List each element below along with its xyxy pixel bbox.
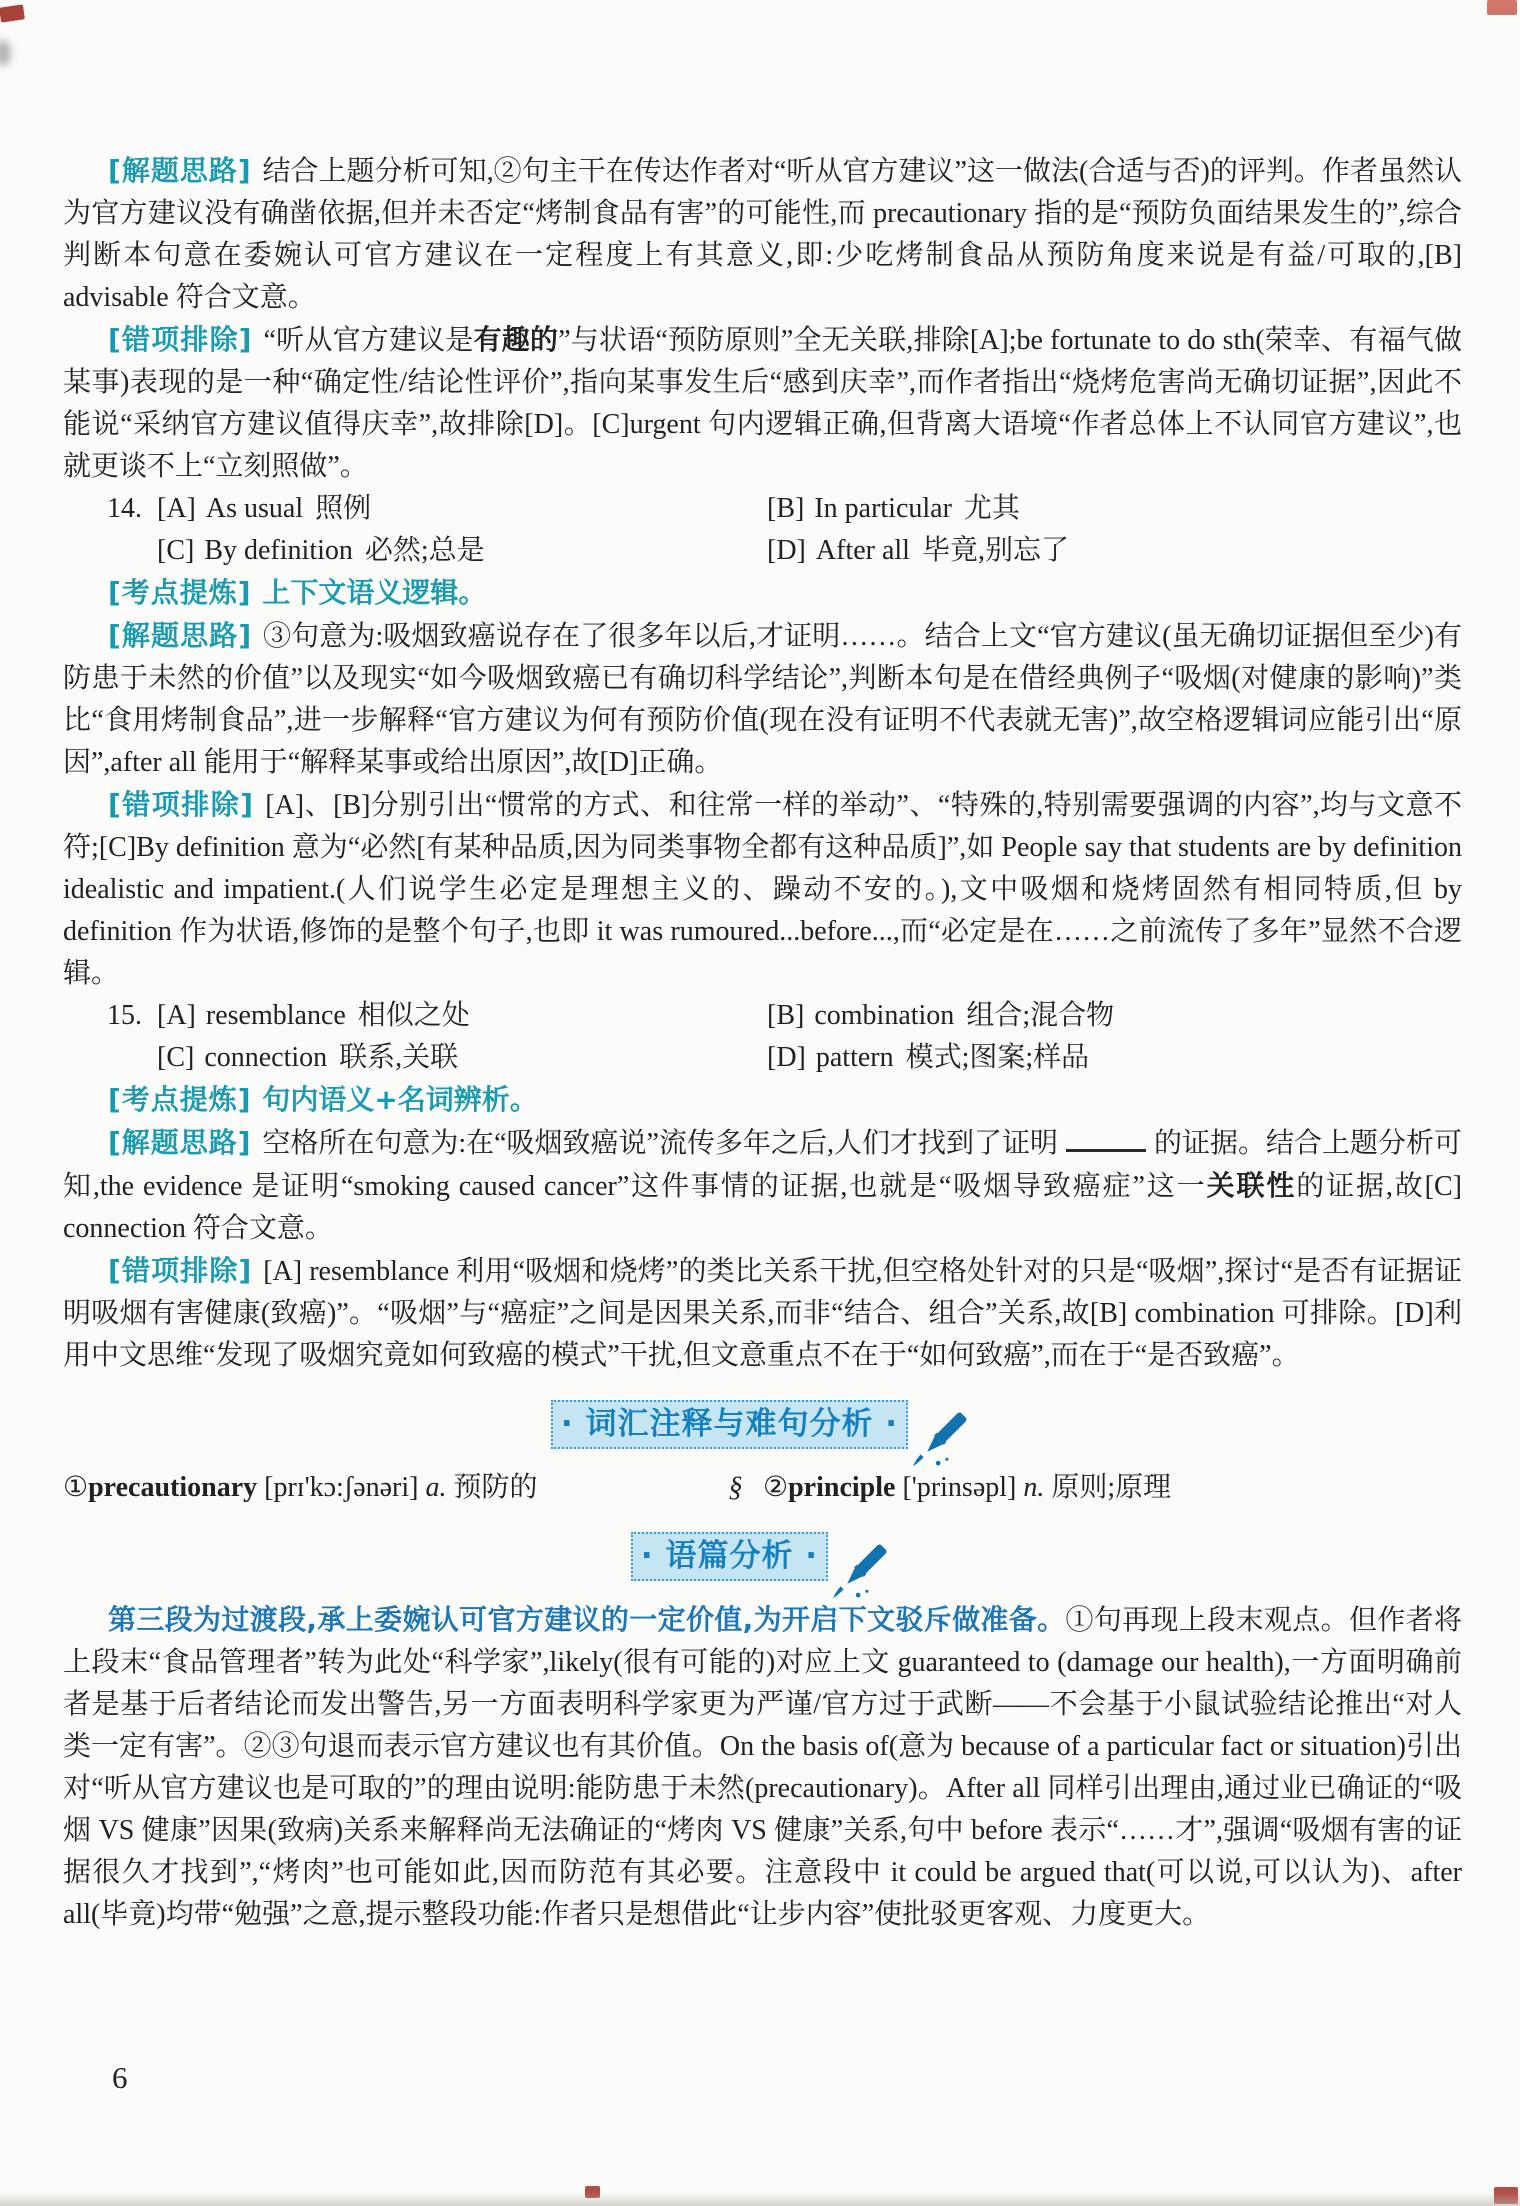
option-b: [767, 995, 1462, 1037]
option-key: [A]: [157, 493, 196, 524]
option-word: connection: [204, 1042, 328, 1073]
option-word: In particular: [814, 493, 952, 524]
section-label: [错项排除]: [108, 1254, 264, 1287]
option-d: [767, 1037, 1462, 1079]
q15-cuoxiang-paragraph: [63, 1250, 1462, 1377]
option-word: pattern: [815, 1042, 894, 1073]
text-run: 原则;原理: [1044, 1472, 1172, 1503]
section-label: [解题思路]: [108, 154, 263, 187]
section-label: [考点提炼]: [108, 576, 263, 609]
option-word: By definition: [204, 535, 353, 566]
text-run: 句内语义+名词辨析。: [262, 1083, 538, 1116]
discourse-analysis-paragraph: [63, 1599, 1462, 1936]
text-run: ”与状语“预防原则”全无关联,排除[A];be fortunate to do sth(荣幸、有福气做某事)表现的是一种“确定性/结论性评价”,指向某事发生后“感到庆幸”,而作者指出“烧烤危害尚无确切证据”,因此不能说“采纳官方建议值得庆幸”,故排除[D]。[C]urgent 句内逻辑正确,但背离大语境“作者总体上不认同官方建议”,也就更谈不上“立刻照做”。: [63, 325, 1462, 482]
option-key: [D]: [767, 535, 806, 566]
option-key: [D]: [767, 1042, 806, 1073]
discourse-section-header: [63, 1525, 1462, 1591]
scan-smudge: [0, 40, 11, 66]
option-gloss: 必然;总是: [364, 535, 485, 566]
option-gloss: 尤其: [963, 493, 1020, 524]
option-key: [A]: [157, 1000, 196, 1031]
scan-edge-shadow: [0, 2192, 1520, 2206]
text-run: 关联性: [1206, 1169, 1297, 1202]
vocab-separator: §: [728, 1472, 743, 1503]
question-number: 14.: [107, 493, 142, 524]
text-run: precautionary: [88, 1472, 258, 1503]
q14-cuoxiang-paragraph: [63, 784, 1462, 995]
section-label: [考点提炼]: [108, 1083, 263, 1116]
pen-icon: [832, 1537, 894, 1599]
option-word: combination: [814, 1000, 955, 1031]
text-run: a.: [425, 1472, 447, 1503]
option-key: [C]: [157, 1042, 195, 1073]
vocab-entry-precautionary: [63, 1467, 708, 1509]
vocab-section-badge: · 词汇注释与难句分析 ·: [551, 1400, 908, 1449]
option-word: resemblance: [205, 1000, 346, 1031]
section-label: [解题思路]: [108, 619, 264, 652]
vocab-section-header: [63, 1393, 1462, 1459]
q14-jieti-paragraph: [63, 615, 1462, 784]
text-run: ③句意为:吸烟致癌说存在了很多年以后,才证明……。结合上文“官方建议(虽无确切证据但至少)有防患于未然的价值”以及现实“如今吸烟致癌已有确切科学结论”,判断本句是在借经典例子“吸烟(对健康的影响)”类比“食用烤制食品”,进一步解释“官方建议为何有预防价值(现在没有证明不代表就无害)”,故空格逻辑词应能引出“原因”,after all 能用于“解释某事或给出原因”,故[D]正确。: [63, 621, 1462, 778]
option-gloss: 照例: [315, 493, 372, 524]
q14-options: [107, 488, 1462, 572]
text-run: ['prinsəpl]: [895, 1472, 1024, 1503]
discourse-section-badge: · 语篇分析 ·: [631, 1532, 828, 1581]
text-run: 上下文语义逻辑。: [262, 576, 487, 609]
text-run: 有趣的: [473, 323, 559, 356]
option-key: [B]: [767, 493, 805, 524]
vocab-entries: [63, 1467, 1462, 1509]
q15-options: [107, 995, 1462, 1079]
text-run: principle: [788, 1472, 896, 1503]
option-gloss: 毕竟,别忘了: [921, 535, 1069, 566]
option-gloss: 相似之处: [357, 1000, 470, 1031]
text-run: ①句再现上段末观点。但作者将上段末“食品管理者”转为此处“科学家”,likely(很有可能的)对应上文 guaranteed to (damage our health),一方面明确前者是基于后者结论而发出警告,另一方面表明科学家更为严谨/官方过于武断——不会基于小鼠试验结论推出“对人类一定有害”。②③句退而表示官方建议也有其价值。On the basis of(意为 because of a particular fact or situation)引出对“听从官方建议也是可取的”的理由说明:能防患于未然(precautionary)。After all 同样引出理由,通过业已确证的“吸烟 VS 健康”因果(致病)关系来解释尚无法确证的“烤肉 VS 健康”关系,句中 before 表示“……才”,强调“吸烟有害的证据很久才找到”,“烤肉”也可能如此,因而防范有其必要。注意段中 it could be argued that(可以说,可以认为)、after all(毕竟)均带“勉强”之意,提示整段功能:作者只是想借此“让步内容”使批驳更客观、力度更大。: [63, 1605, 1462, 1930]
text-run: ①: [63, 1472, 89, 1503]
option-key: [B]: [767, 1000, 805, 1031]
fill-in-blank: [1066, 1140, 1146, 1152]
text-run: 的证据。结合上题分析可知,the evidence 是证明“smoking caused cancer”这件事情的证据,也就是“吸烟导致癌症”这一: [63, 1128, 1462, 1202]
q14-kaodian-line: [63, 572, 1462, 615]
text-run: [prɪ'kɔ:ʃənəri]: [257, 1472, 426, 1503]
text-run: “听从官方建议是: [263, 325, 474, 356]
text-run: [A]、[B]分别引出“惯常的方式、和往常一样的举动”、“特殊的,特别需要强调的内容”,均与文意不符;[C]By definition 意为“必然[有某种品质,因为同类事物全都有这种品质]”,如 People say that students are by definition idealistic and impatient.(人们说学生必定是理想主义的、躁动不安的。),文中吸烟和烧烤固然有相同特质,但 by definition 作为状语,修饰的是整个句子,也即 it was rumoured...before...,而“必定是在……之前流传了多年”显然不合逻辑。: [63, 790, 1462, 989]
pen-icon: [912, 1405, 974, 1467]
option-a: [157, 488, 767, 530]
q13-jieti-paragraph: [63, 150, 1462, 319]
text-run: ②: [763, 1472, 789, 1503]
spacer: [107, 1037, 157, 1079]
text-run: 预防的: [446, 1472, 538, 1503]
scan-mark-top-right: [1487, 0, 1517, 15]
text-run: 第三段为过渡段,承上委婉认可官方建议的一定价值,为开启下文驳斥做准备。: [108, 1603, 1066, 1636]
text-run: n.: [1023, 1472, 1045, 1503]
q15-kaodian-line: [63, 1079, 1462, 1122]
page-number: 6: [112, 2060, 128, 2095]
question-number: 15.: [107, 1000, 142, 1031]
option-gloss: 模式;图案;样品: [905, 1042, 1090, 1073]
text-run: 空格所在句意为:在“吸烟致癌说”流传多年之后,人们才找到了证明: [262, 1128, 1058, 1159]
q15-jieti-paragraph: [63, 1122, 1462, 1250]
option-gloss: 联系,关联: [339, 1042, 459, 1073]
q13-cuoxiang-paragraph: [63, 319, 1462, 488]
text-run: 的证据,故[C] connection 符合文意。: [63, 1171, 1462, 1244]
section-label: [错项排除]: [108, 788, 266, 821]
vocab-entry-principle: [763, 1467, 1171, 1509]
option-word: After all: [815, 535, 910, 566]
text-run: 结合上题分析可知,②句主干在传达作者对“听从官方建议”这一做法(合适与否)的评判。作者虽然认为官方建议没有确凿依据,但并未否定“烤制食品有害”的可能性,而 precautionary 指的是“预防负面结果发生的”,综合判断本句意在委婉认可官方建议在一定程度上有其意义,即:少吃烤制食品从预防角度来说是有益/可取的,[B] advisable 符合文意。: [63, 156, 1462, 313]
option-b: [767, 488, 1462, 530]
text-run: [A] resemblance 利用“吸烟和烧烤”的类比关系干扰,但空格处针对的只是“吸烟”,探讨“是否有证据证明吸烟有害健康(致癌)”。“吸烟”与“癌症”之间是因果关系,而非“结合、组合”关系,故[B] combination 可排除。[D]利用中文思维“发现了吸烟究竟如何致癌的模式”干扰,但文意重点不在于“如何致癌”,而在于“是否致癌”。: [63, 1256, 1462, 1371]
section-label: [错项排除]: [108, 323, 264, 356]
option-a: [157, 995, 767, 1037]
page-content: [63, 150, 1462, 1936]
option-c: [157, 1037, 767, 1079]
spacer: [107, 530, 157, 572]
option-gloss: 组合;混合物: [966, 1000, 1115, 1031]
section-label: [解题思路]: [108, 1126, 263, 1159]
scan-mark-top-left: [0, 4, 25, 22]
option-word: As usual: [205, 493, 304, 524]
option-key: [C]: [157, 535, 195, 566]
option-d: [767, 530, 1462, 572]
option-c: [157, 530, 767, 572]
